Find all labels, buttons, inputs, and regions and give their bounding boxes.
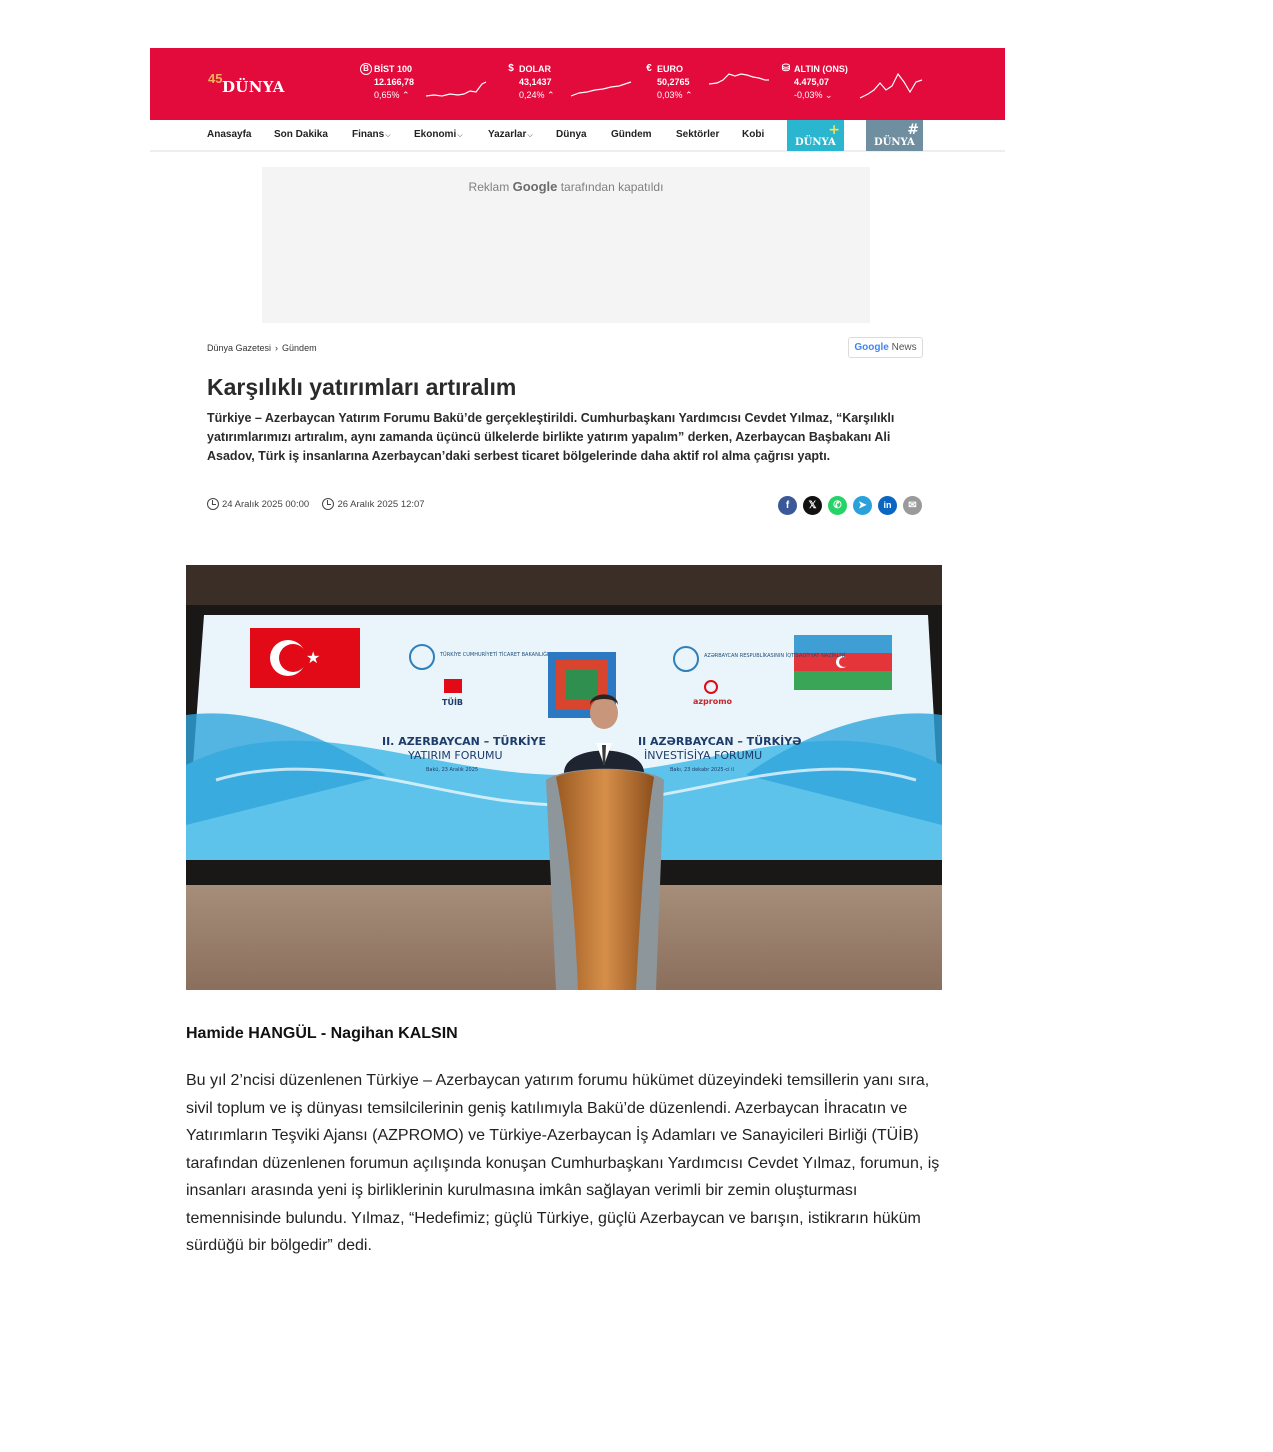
- ticker-dollar[interactable]: [505, 62, 635, 108]
- ticker-value: 4.475,07: [794, 77, 830, 87]
- svg-text:Bakü, 23 Aralık 2025: Bakü, 23 Aralık 2025: [426, 767, 479, 773]
- ticker-change: 0,03% ⌃: [657, 90, 693, 100]
- updated-date: 26 Aralık 2025 12:07: [337, 499, 425, 510]
- sparkline-chart: [569, 68, 633, 100]
- facebook-icon[interactable]: f: [778, 496, 797, 515]
- svg-text:AZƏRBAYCAN RESPUBLİKASININ İQT: AZƏRBAYCAN RESPUBLİKASININ İQTİSADİYYAT NAZİRLİYİ: [704, 653, 846, 659]
- linkedin-icon[interactable]: in: [878, 496, 897, 515]
- x-icon[interactable]: 𝕏: [803, 496, 822, 515]
- ticker-gold-ons[interactable]: [780, 62, 930, 108]
- hash-icon: #: [907, 122, 919, 138]
- ticker-name: DOLAR: [519, 64, 551, 74]
- refresh-clock-icon: [322, 498, 334, 510]
- gold-coins-icon: ⛁: [781, 63, 791, 74]
- arrow-up-icon: ⌃: [685, 90, 693, 100]
- published-date: 24 Aralık 2025 00:00: [222, 499, 310, 510]
- article-body: Bu yıl 2’ncisi düzenlenen Türkiye – Azerbaycan yatırım forumu hükümet düzeyindeki temsillerin yanı sıra, sivil toplum ve iş dünyası temsilcilerinin geniş katılımıyla Bakü’de düzenlendi. Azerbaycan İhracatın ve Yatırımların Teşviki Ajansı (AZPROMO) ve Türkiye-Azerbaycan İş Adamları ve Sanayicileri Birliği (TÜİB) tarafından düzenlenen forumun açılışında konuşan Cumhurbaşkanı Yardımcısı Cevdet Yılmaz, forumun, iş insanları arasında yeni iş birliklerinin kurulmasına imkân sağlayan verimli bir zemin oluşturması temennisinde bulundu. Yılmaz, “Hedefimiz; güçlü Türkiye, güçlü Azerbaycan ve barışın, istikrarın hüküm sürdüğü bir bölgedir” dedi.: [186, 1072, 940, 1254]
- forum-stage-image: [186, 565, 942, 990]
- ticker-name: EURO: [657, 64, 684, 74]
- svg-text:II AZƏRBAYCAN – TÜRKİYƏ: II AZƏRBAYCAN – TÜRKİYƏ: [638, 735, 802, 748]
- article-summary: Türkiye – Azerbaycan Yatırım Forumu Bakü’de gerçekleştirildi. Cumhurbaşkanı Yardımcısı Cevdet Yılmaz, “Karşılıklı yatırımlarımızı artıralım, aynı zamanda üçüncü ülkelerde birlikte yatırım yapalım” derken, Azerbaycan Başbakanı Ali Asadov, Türk iş insanlarına Azerbaycan’daki serbest ticaret bölgelerinde daha aktif rol alma çağrısı yaptı.: [207, 411, 895, 463]
- ticker-change: 0,65% ⌃: [374, 90, 410, 100]
- breadcrumb: [207, 343, 317, 353]
- nav-item-ekonomi[interactable]: Ekonomi⌵: [414, 129, 463, 140]
- svg-text:TÜİB: TÜİB: [442, 698, 464, 707]
- logo-text: DÜNYA: [222, 78, 285, 96]
- nav-item-yazarlar[interactable]: Yazarlar⌵: [488, 129, 533, 140]
- svg-text:azpromo: azpromo: [693, 697, 733, 706]
- google-news-button[interactable]: Google News: [848, 337, 923, 358]
- ad-closed-message: Reklam Google tarafından kapatıldı: [468, 179, 664, 194]
- chevron-down-icon: ⌵: [457, 132, 463, 139]
- svg-text:★: ★: [306, 648, 321, 667]
- logo-anniversary-number: 45: [208, 71, 223, 86]
- breadcrumb-link-home[interactable]: Dünya Gazetesi: [207, 343, 272, 353]
- bist-icon: B: [360, 63, 372, 75]
- nav-item-gundem[interactable]: Gündem: [611, 129, 652, 140]
- nav-item-finans[interactable]: Finans⌵: [352, 129, 391, 140]
- nav-item-son-dakika[interactable]: Son Dakika: [274, 129, 328, 140]
- email-icon[interactable]: ✉: [903, 496, 922, 515]
- sparkline-chart: [707, 68, 771, 100]
- article-author: Hamide HANGÜL - Nagihan KALSIN: [186, 1025, 458, 1042]
- ticker-name: BİST 100: [374, 64, 413, 74]
- svg-text:YATIRIM FORUMU: YATIRIM FORUMU: [408, 749, 503, 762]
- nav-item-dunya[interactable]: Dünya: [556, 129, 587, 140]
- chevron-down-icon: ⌵: [385, 132, 391, 139]
- ticker-change: 0,24% ⌃: [519, 90, 555, 100]
- telegram-icon[interactable]: ➤: [853, 496, 872, 515]
- arrow-up-icon: ⌃: [402, 90, 410, 100]
- chevron-down-icon: ⌵: [527, 132, 533, 139]
- plus-icon: +: [828, 122, 840, 138]
- article-photo: [186, 565, 942, 990]
- sparkline-chart: [424, 68, 488, 100]
- ticker-bist100[interactable]: [360, 62, 490, 108]
- ticker-value: 43,1437: [519, 77, 552, 87]
- chevron-right-icon: ›: [275, 343, 279, 353]
- article-title: Karşılıklı yatırımları artıralım: [207, 374, 517, 400]
- clock-icon: [207, 498, 219, 510]
- ticker-value: 12.166,78: [374, 77, 415, 87]
- dollar-icon: $: [508, 63, 514, 74]
- ticker-euro[interactable]: [643, 62, 773, 108]
- nav-item-kobi[interactable]: Kobi: [742, 129, 765, 140]
- euro-icon: €: [646, 63, 652, 74]
- ticker-name: ALTIN (ONS): [794, 64, 848, 74]
- google-logo: Google: [854, 342, 889, 353]
- badge-label: DÜNYA: [795, 137, 836, 148]
- ad-slot: [262, 167, 870, 323]
- article-dates: [207, 498, 425, 510]
- svg-text:II. AZERBAYCAN – TÜRKİYE: II. AZERBAYCAN – TÜRKİYE: [382, 735, 547, 748]
- arrow-up-icon: ⌃: [547, 90, 555, 100]
- dunya-plus-badge[interactable]: [787, 120, 844, 151]
- svg-text:TÜRKİYE CUMHURİYETİ TİCARET BA: TÜRKİYE CUMHURİYETİ TİCARET BAKANLIĞI: [440, 652, 549, 658]
- nav-item-sektorler[interactable]: Sektörler: [676, 129, 720, 140]
- ticker-value: 50,2765: [657, 77, 690, 87]
- breadcrumb-link-category[interactable]: Gündem: [282, 343, 317, 353]
- arrow-down-icon: ⌄: [825, 90, 833, 100]
- badge-label: DÜNYA: [874, 137, 915, 148]
- sparkline-chart: [858, 68, 938, 100]
- main-nav: [150, 120, 1005, 152]
- header-bar: [150, 48, 1005, 120]
- ticker-change: -0,03% ⌄: [794, 90, 833, 100]
- nav-item-anasayfa[interactable]: Anasayfa: [207, 129, 252, 140]
- whatsapp-icon[interactable]: ✆: [828, 496, 847, 515]
- dunya-hash-badge[interactable]: [866, 120, 923, 151]
- svg-text:İNVESTİSİYA FORUMU: İNVESTİSİYA FORUMU: [644, 749, 763, 762]
- svg-text:Bakı, 23 dekabr 2025-ci il: Bakı, 23 dekabr 2025-ci il: [670, 767, 734, 773]
